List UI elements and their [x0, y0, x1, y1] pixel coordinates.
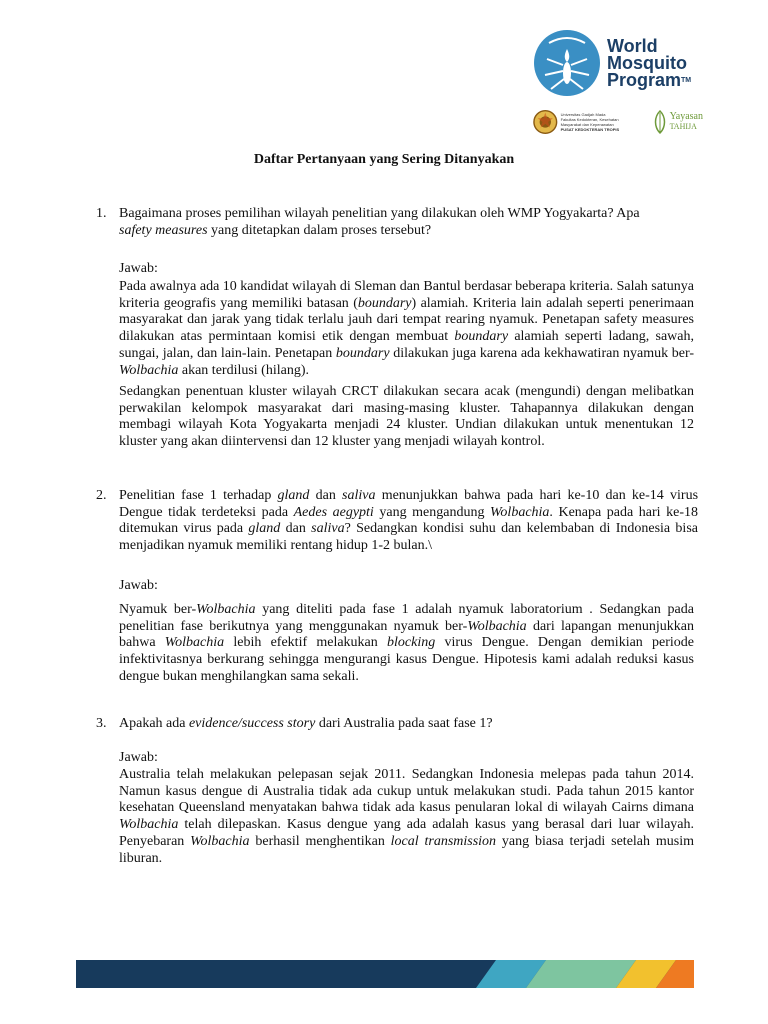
ugm-line-1: Universitas Gadjah Mada [560, 112, 606, 117]
footer-color-band [76, 960, 694, 988]
ugm-line-4: PUSAT KEDOKTERAN TROPIS [560, 127, 620, 132]
answer-3-paragraph: Australia telah melakukan pelepasan sejak 2011. Sedangkan Indonesia melepas pada tahun 2014. Namun kasus dengue di Australia tidak ada cukup untuk melakukan studi. Pada tahun 2015 kantor kesehatan Queensland menyatakan bahwa tidak ada kasus penularan lokal di wilayah Cairns dimana Wolbachia telah dilepaskan. Kasus dengue yang ada adalah kasus yang berasal dari luar wilayah. Penyebaran Wolbachia berhasil menghentikan local transmission yang biasa terjadi setelah musim liburan. [119, 767, 694, 866]
ugm-line-3: Masyarakat dan Keperawatan [560, 122, 614, 127]
document-title: Daftar Pertanyaan yang Sering Ditanyakan [253, 152, 515, 167]
yayasan-line-2: TAHIJA [669, 122, 697, 131]
wmp-line-2: Mosquito [607, 52, 687, 73]
question-number: 1. [96, 206, 107, 221]
question-3 [96, 716, 698, 733]
partner-logos [533, 106, 703, 138]
question-1 [96, 206, 698, 239]
world-mosquito-program-logo [533, 29, 703, 97]
question-number: 2. [96, 488, 107, 503]
yayasan-line-1: Yayasan [669, 111, 703, 122]
leaf-icon [652, 109, 668, 135]
question-text: Penelitian fase 1 terhadap gland dan saliva menunjukkan bahwa pada hari ke-10 dan ke-14 virus Dengue tidak terdeteksi pada Aedes aegypti yang mengandung Wolbachia. Kenapa pada hari ke-18 ditemukan virus pada gland dan saliva? Sedangkan kondisi suhu dan kelembaban di Indonesia bisa menjadikan nyamuk memiliki rentang hidup 1-2 bulan.\ [119, 488, 699, 554]
wmp-wordmark [607, 35, 692, 90]
answer-1-paragraph-2: Sedangkan penentuan kluster wilayah CRCT dilakukan secara acak (mengundi) dengan melibatkan perwakilan kelompok masyarakat dari masing-masing kluster. Tahapannya dilakukan dengan membagi wilayah Kota Yogyakarta menjadi 24 kluster. Undian dilakukan untuk menentukan 12 kluster yang akan diintervensi dan 12 kluster yang menjadi wilayah kontrol. [119, 384, 694, 450]
question-text: Apakah ada evidence/success story dari Australia pada saat fase 1? [119, 716, 493, 731]
question-number: 3. [96, 716, 107, 731]
ugm-seal-icon [533, 109, 558, 135]
ugm-line-2: Fakultas Kedokteran, Kesehatan [560, 117, 619, 122]
wmp-line-3: Program™ [607, 69, 692, 90]
ugm-institution-text [561, 112, 648, 132]
answer-2-paragraph: Nyamuk ber-Wolbachia yang diteliti pada fase 1 adalah nyamuk laboratorium . Sedangkan pada penelitian fase berikutnya yang menggunakan nyamuk ber-Wolbachia dari lapangan menunjukkan bahwa Wolbachia lebih efektif melakukan blocking virus Dengue. Dengan demikian periode infektivitasnya berkurang sehingga mengurangi kasus Dengue. Hipotesis kami adalah reduksi kasus dengue bukan menghilangkan sama sekali. [119, 602, 694, 684]
mosquito-globe-icon [533, 29, 601, 97]
yayasan-tahija-logo [652, 109, 703, 135]
question-2 [96, 488, 698, 555]
question-text: Bagaimana proses pemilihan wilayah penelitian yang dilakukan oleh WMP Yogyakarta? Apa safety measures yang ditetapkan dalam proses tersebut? [119, 206, 640, 238]
wmp-line-1: World [607, 35, 658, 56]
answer-label: Jawab: [119, 750, 158, 765]
answer-1-paragraph-1: Pada awalnya ada 10 kandidat wilayah di Sleman dan Bantul berdasar beberapa kriteria. Salah satunya kriteria geografis yang memiliki batasan (boundary) alamiah. Kriteria lain adalah seperti penerimaan masyarakat dan jarak yang tidak terlalu jauh dari tempat rearing nyamuk. Penetapan safety measures dilakukan atas permintaan komisi etik dengan membuat boundary alamiah seperti ladang, sawah, sungai, jalan, dan lain-lain. Penetapan boundary dilakukan juga karena ada kekhawatiran nyamuk ber-Wolbachia akan terdilusi (hilang). [119, 279, 695, 378]
answer-label: Jawab: [119, 261, 158, 276]
answer-label: Jawab: [119, 578, 158, 593]
